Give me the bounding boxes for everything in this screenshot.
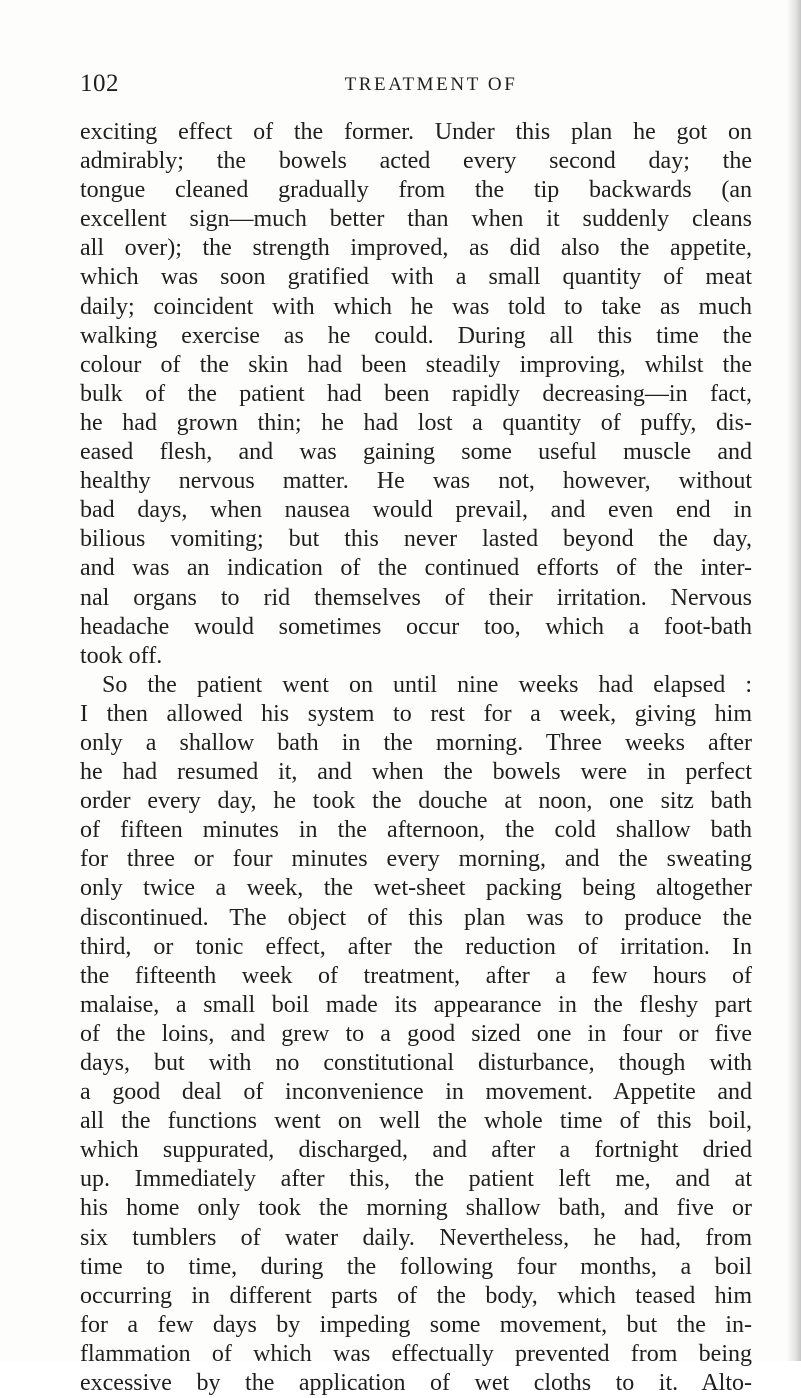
text-line: third, or tonic effect, after the reduction of irritation. In [80, 933, 752, 960]
text-line: I then allowed his system to rest for a week, giving him [80, 700, 752, 727]
text-line: exciting effect of the former. Under this plan he got on [80, 119, 752, 145]
text-line: excellent sign—much better than when it suddenly cleans [80, 206, 752, 233]
text-line: eased flesh, and was gaining some useful muscle and [80, 439, 752, 466]
text-line: discontinued. The object of this plan was to produce the [80, 904, 752, 931]
text-line: he had resumed it, and when the bowels were in perfect [80, 759, 752, 786]
text-line: colour of the skin had been steadily improving, whilst the [80, 351, 752, 378]
text-line: occurring in different parts of the body, which teased him [80, 1282, 752, 1309]
text-line: admirably; the bowels acted every second day; the [80, 148, 752, 175]
text-line: which suppurated, discharged, and after a fortnight dried [80, 1137, 752, 1164]
page-edge-shadow [787, 0, 801, 1361]
text-line: six tumblers of water daily. Nevertheless, he had, from [80, 1224, 752, 1251]
running-title: TREATMENT OF [344, 74, 518, 95]
text-line: which was soon gratified with a small quantity of meat [80, 264, 752, 291]
text-line: So the patient went on until nine weeks had elapsed : [102, 671, 752, 698]
text-line: walking exercise as he could. During all this time the [80, 322, 752, 349]
body-text [80, 118, 752, 1398]
text-line: took off. [80, 642, 163, 669]
text-line: only a shallow bath in the morning. Three weeks after [80, 729, 752, 756]
text-line: all over); the strength improved, as did also the appetite, [80, 235, 752, 262]
page-number: 102 [80, 70, 119, 97]
text-line: for three or four minutes every morning, and the sweating [80, 846, 752, 873]
text-line: malaise, a small boil made its appearance in the fleshy part [80, 991, 752, 1018]
text-line: nal organs to rid themselves of their irritation. Nervous [80, 584, 752, 611]
text-line: up. Immediately after this, the patient left me, and at [80, 1166, 752, 1193]
text-line: order every day, he took the douche at noon, one sitz bath [80, 788, 752, 815]
text-line: flammation of which was effectually prevented from being [80, 1340, 752, 1367]
text-line: his home only took the morning shallow bath, and five or [80, 1195, 752, 1222]
running-head [80, 70, 752, 100]
text-line: only twice a week, the wet-sheet packing being altogether [80, 875, 752, 902]
text-line: he had grown thin; he had lost a quantity of puffy, dis- [80, 409, 752, 436]
text-line: a good deal of inconvenience in movement. Appetite and [80, 1079, 752, 1106]
text-line: headache would sometimes occur too, which a foot-bath [80, 613, 752, 640]
text-line: for a few days by impeding some movement, but the in- [80, 1311, 752, 1338]
text-line: the fifteenth week of treatment, after a few hours of [80, 962, 752, 989]
text-line: tongue cleaned gradually from the tip backwards (an [80, 177, 752, 204]
text-line: all the functions went on well the whole time of this boil, [80, 1108, 752, 1135]
text-line: bilious vomiting; but this never lasted beyond the day, [80, 526, 752, 553]
text-line: healthy nervous matter. He was not, however, without [80, 468, 752, 495]
text-line: of the loins, and grew to a good sized one in four or five [80, 1020, 752, 1047]
text-line: time to time, during the following four months, a boil [80, 1253, 752, 1280]
text-line: bulk of the patient had been rapidly decreasing—in fact, [80, 380, 752, 407]
text-line: bad days, when nausea would prevail, and even end in [80, 497, 752, 524]
text-line: daily; coincident with which he was told to take as much [80, 293, 752, 320]
text-line: days, but with no constitutional disturbance, though with [80, 1050, 752, 1076]
text-line: of fifteen minutes in the afternoon, the cold shallow bath [80, 817, 752, 844]
text-line: and was an indication of the continued efforts of the inter- [80, 555, 752, 582]
text-line: excessive by the application of wet cloths to it. Alto- [80, 1370, 752, 1397]
